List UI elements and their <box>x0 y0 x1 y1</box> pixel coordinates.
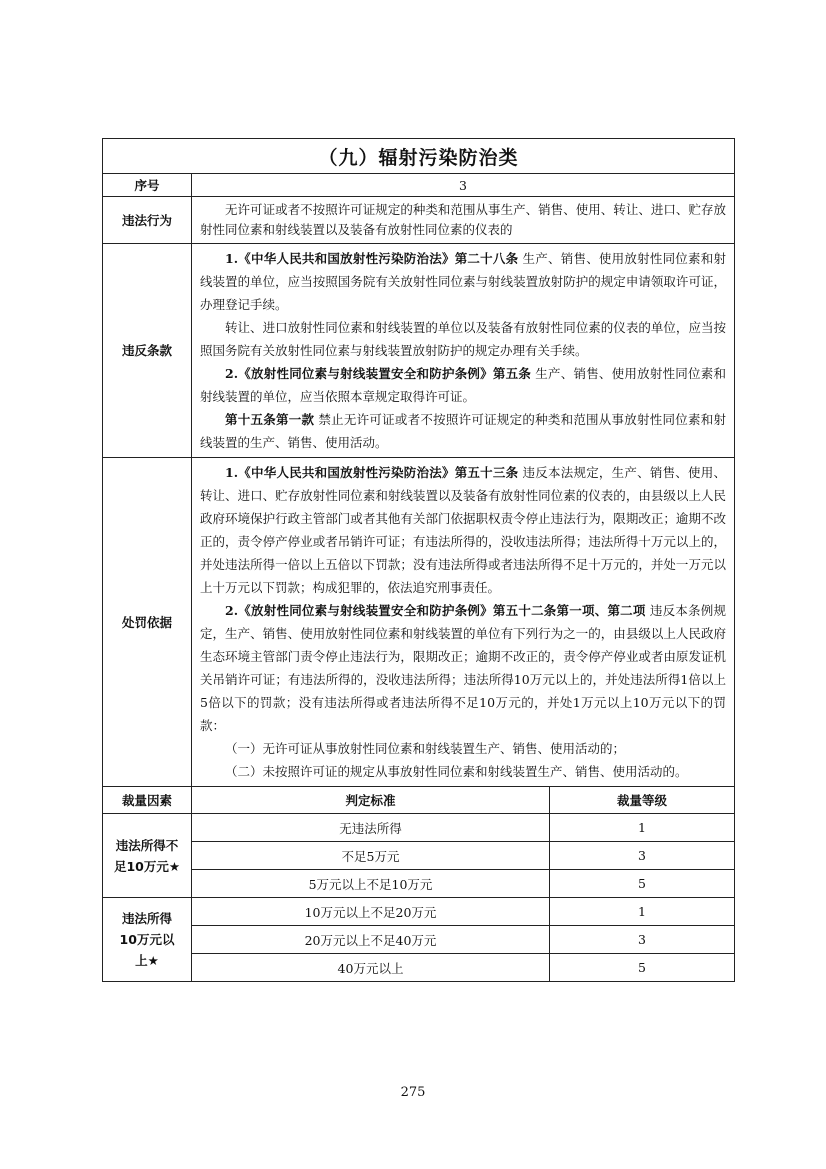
penalty-paragraph: （二）未按照许可证的规定从事放射性同位素和射线装置生产、销售、使用活动的。 <box>225 764 688 779</box>
level-cell: 5 <box>550 954 735 982</box>
standard-cell: 10万元以上不足20万元 <box>192 898 550 926</box>
factor-group: 违法所得10万元以上★ <box>103 898 192 982</box>
seq-label: 序号 <box>103 174 192 197</box>
violated-paragraph: 转让、进口放射性同位素和射线装置的单位以及装备有放射性同位素的仪表的单位，应当按照国务院有关放射性同位素与射线装置放射防护的规定办理有关手续。 <box>200 320 727 358</box>
violated-paragraph: 1.《中华人民共和国放射性污染防治法》第二十八条 生产、销售、使用放射性同位素和射线装置的单位，应当按照国务院有关放射性同位素与射线装置放射防护的规定申请领取许可证，办理登记手续。 <box>200 251 727 312</box>
standard-cell: 5万元以上不足10万元 <box>192 870 550 898</box>
violated-paragraph: 第十五条第一款 禁止无许可证或者不按照许可证规定的种类和范围从事放射性同位素和射线装置的生产、销售、使用活动。 <box>200 412 727 450</box>
page-number: 275 <box>400 1085 426 1100</box>
behavior-text: 无许可证或者不按照许可证规定的种类和范围从事生产、销售、使用、转让、进口、贮存放射性同位素和射线装置以及装备有放射性同位素的仪表的 <box>200 202 727 237</box>
header-factor: 裁量因素 <box>103 787 192 814</box>
behavior-label: 违法行为 <box>103 197 192 244</box>
level-cell: 1 <box>550 898 735 926</box>
factor-group: 违法所得不足10万元★ <box>103 814 192 898</box>
seq-value: 3 <box>192 174 735 197</box>
violated-cell <box>192 244 735 458</box>
level-cell: 3 <box>550 842 735 870</box>
table-title: （九）辐射污染防治类 <box>103 139 735 174</box>
violated-paragraph: 2.《放射性同位素与射线装置安全和防护条例》第五条 生产、销售、使用放射性同位素和射线装置的单位，应当依照本章规定取得许可证。 <box>200 366 727 404</box>
penalty-cell <box>192 458 735 787</box>
standard-cell: 20万元以上不足40万元 <box>192 926 550 954</box>
level-cell: 3 <box>550 926 735 954</box>
level-cell: 5 <box>550 870 735 898</box>
penalty-table <box>102 138 735 982</box>
penalty-label: 处罚依据 <box>103 458 192 787</box>
standard-cell: 40万元以上 <box>192 954 550 982</box>
behavior-cell <box>192 197 735 244</box>
penalty-paragraph: （一）无许可证从事放射性同位素和射线装置生产、销售、使用活动的； <box>225 741 626 756</box>
penalty-paragraph: 2.《放射性同位素与射线装置安全和防护条例》第五十二条第一项、第二项 违反本条例规定，生产、销售、使用放射性同位素和射线装置的单位有下列行为之一的，由县级以上人民政府生态环境主管部门责令停止违法行为，限期改正；逾期不改正的，责令停产停业或者由原发证机关吊销许可证；有违法所得的，没收违法所得；违法所得10万元以上的，并处违法所得1倍以上5倍以下的罚款；没有违法所得或者违法所得不足10万元的，并处1万元以上10万元以下的罚款： <box>200 603 727 733</box>
level-cell: 1 <box>550 814 735 842</box>
header-standard: 判定标准 <box>192 787 550 814</box>
header-level: 裁量等级 <box>550 787 735 814</box>
standard-cell: 不足5万元 <box>192 842 550 870</box>
standard-cell: 无违法所得 <box>192 814 550 842</box>
violated-label: 违反条款 <box>103 244 192 458</box>
penalty-paragraph: 1.《中华人民共和国放射性污染防治法》第五十三条 违反本法规定，生产、销售、使用、转让、进口、贮存放射性同位素和射线装置以及装备有放射性同位素的仪表的，由县级以上人民政府环境保护行政主管部门或者其他有关部门依据职权责令停止违法行为，限期改正；逾期不改正的，责令停产停业或者吊销许可证；有违法所得的，没收违法所得；违法所得十万元以上的，并处违法所得一倍以上五倍以下罚款；没有违法所得或者违法所得不足十万元的，并处一万元以上十万元以下罚款；构成犯罪的，依法追究刑事责任。 <box>200 465 727 595</box>
